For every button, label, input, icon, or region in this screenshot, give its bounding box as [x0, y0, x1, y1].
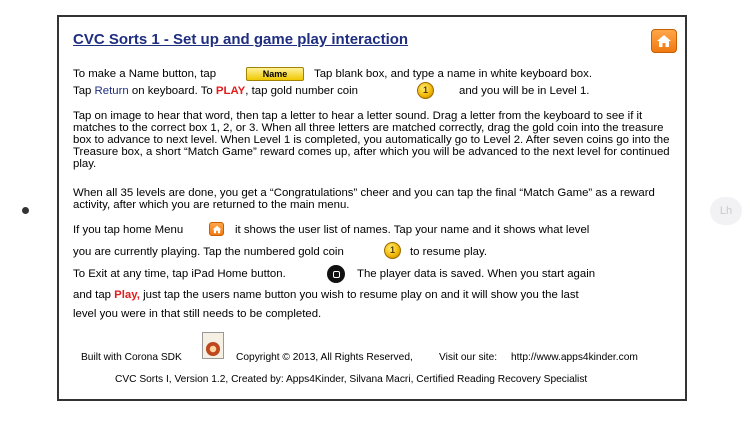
- line2-text-c: on keyboard. To: [128, 85, 216, 97]
- instruction-line-resume: [73, 288, 579, 302]
- line2-text-a: Tap: [73, 85, 95, 97]
- gold-coin-icon: 1: [417, 82, 434, 99]
- home-button[interactable]: [651, 29, 677, 53]
- page-indicator-dot: [22, 207, 29, 214]
- play-text: Play,: [114, 289, 140, 301]
- line3-text-a: If you tap home Menu: [73, 224, 184, 236]
- line2-text-f: and you will be in Level 1.: [459, 85, 590, 97]
- name-button-sample: Name: [246, 67, 304, 81]
- home-icon: [212, 225, 222, 234]
- instructions-panel: [57, 15, 687, 401]
- credits-text: CVC Sorts I, Version 1.2, Created by: Apps4Kinder, Silvana Macri, Certified Reading Recovery Specialist: [115, 374, 588, 385]
- gameplay-paragraph: Tap on image to hear that word, then tap a letter to hear a letter sound. Drag a letter from the keyboard to see if it matches to the correct box 1, 2, or 3. When all three letters are matched correctly, drag the gold coin into the treasure box to advance to next level. When Level 1 is completed, you automatically go to Level 2. After seven coins go into the Treasure box, a short “Match Game” reward comes up, after which you will be advanced to the next level for continued play.: [73, 110, 670, 170]
- line5-text-b: The player data is saved. When you start again: [357, 268, 596, 280]
- corona-sdk-logo: [202, 332, 224, 359]
- line4-text-a: you are currently playing. Tap the numbered gold coin: [73, 246, 344, 258]
- page-title: CVC Sorts 1 - Set up and game play interaction: [73, 31, 409, 48]
- line5-text-a: To Exit at any time, tap iPad Home button.: [73, 268, 286, 280]
- line6-text-a: and tap: [73, 289, 115, 301]
- side-overlay-badge[interactable]: Lh: [710, 197, 742, 225]
- instruction-line-name: [73, 67, 216, 81]
- instruction-line-play: [73, 84, 358, 98]
- play-text: PLAY: [215, 85, 246, 97]
- line4-text-b: to resume play.: [410, 246, 488, 258]
- line6-text-c: just tap the users name button you wish to resume play on and it will show you the last: [139, 289, 579, 301]
- line3-text-b: it shows the user list of names. Tap your name and it shows what level: [235, 224, 590, 236]
- copyright-text: Copyright © 2013, All Rights Reserved,: [236, 352, 413, 363]
- gold-coin-icon: 1: [384, 242, 401, 259]
- line1-text-b: Tap blank box, and type a name in white keyboard box.: [314, 68, 592, 80]
- ipad-home-button-icon: [327, 265, 345, 283]
- return-key-text: Return: [94, 85, 129, 97]
- website-link[interactable]: http://www.apps4kinder.com: [511, 352, 638, 363]
- line2-text-e: , tap gold number coin: [245, 85, 358, 97]
- line1-text-a: To make a Name button, tap: [73, 68, 217, 80]
- home-icon: [656, 34, 672, 48]
- visit-site-label: Visit our site:: [439, 352, 498, 363]
- line7-text: level you were in that still needs to be completed.: [73, 308, 322, 320]
- built-with-text: Built with Corona SDK: [81, 352, 182, 363]
- home-menu-icon-inline: [209, 222, 224, 236]
- completion-paragraph: When all 35 levels are done, you get a “Congratulations” cheer and you can tap the final “Match Game” as a reward activity, after which you are returned to the main menu.: [73, 187, 655, 211]
